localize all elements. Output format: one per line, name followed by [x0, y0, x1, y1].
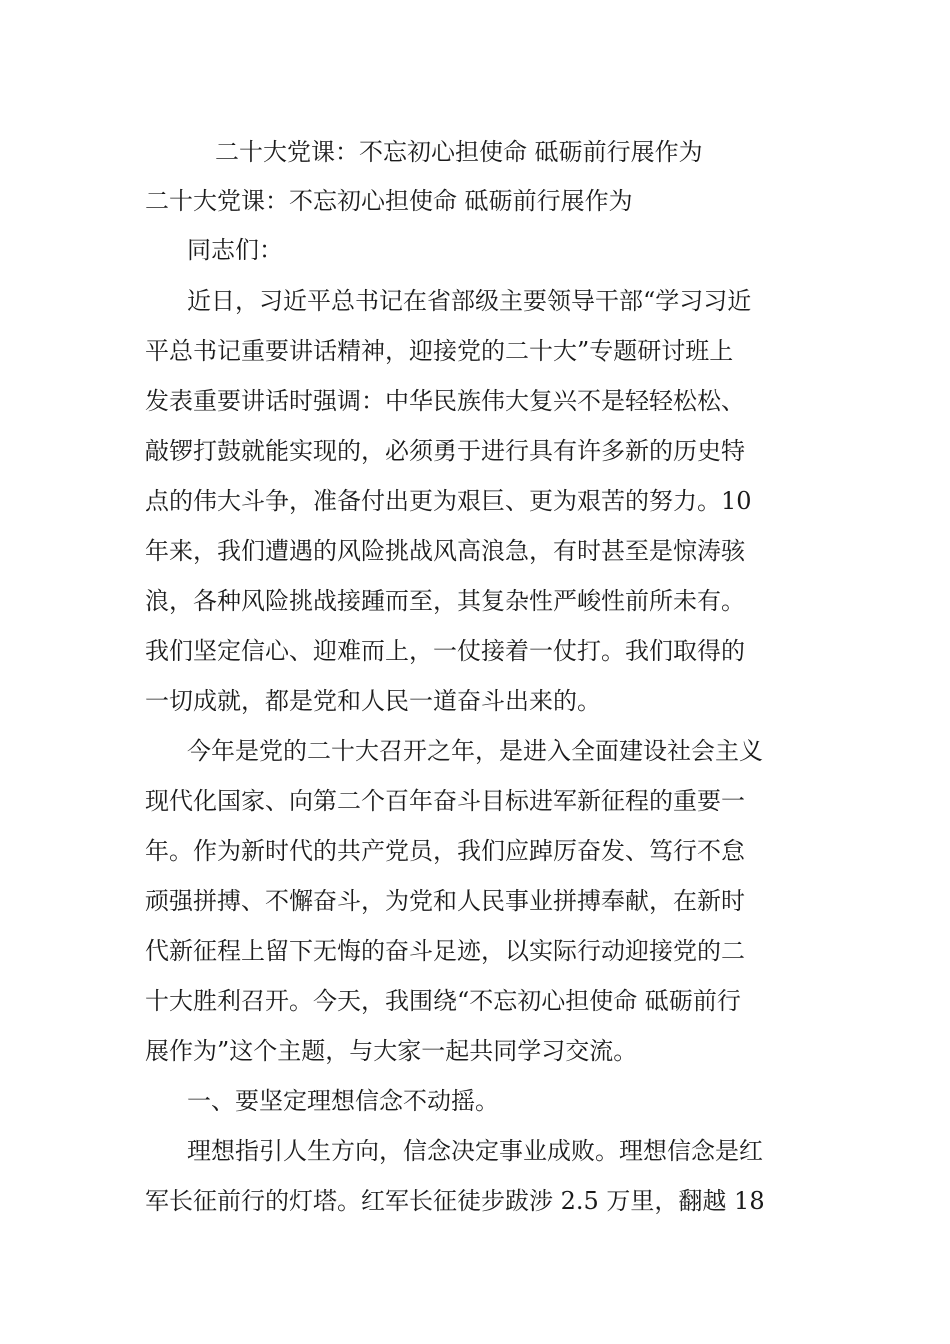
paragraph-line: 近日，习近平总书记在省部级主要领导干部“学习习近 — [187, 287, 752, 315]
paragraph-line: 年来，我们遭遇的风险挑战风高浪急，有时甚至是惊涛骇 — [145, 537, 745, 565]
paragraph-line: 年。作为新时代的共产党员，我们应踔厉奋发、笃行不怠 — [145, 837, 745, 865]
paragraph-line: 一切成就，都是党和人民一道奋斗出来的。 — [145, 687, 601, 715]
paragraph-line: 敲锣打鼓就能实现的，必须勇于进行具有许多新的历史特 — [145, 437, 745, 465]
salutation: 同志们： — [187, 236, 283, 264]
paragraph-line: 现代化国家、向第二个百年奋斗目标进军新征程的重要一 — [145, 787, 745, 815]
paragraph-line: 顽强拼搏、不懈奋斗，为党和人民事业拼搏奉献，在新时 — [145, 887, 745, 915]
paragraph-line: 点的伟大斗争，准备付出更为艰巨、更为艰苦的努力。10 — [145, 487, 752, 515]
paragraph-line: 我们坚定信心、迎难而上，一仗接着一仗打。我们取得的 — [145, 637, 745, 665]
paragraph-line: 浪，各种风险挑战接踵而至，其复杂性严峻性前所未有。 — [145, 587, 745, 615]
document-subtitle: 二十大党课：不忘初心担使命 砥砺前行展作为 — [145, 187, 633, 215]
section-heading: 一、要坚定理想信念不动摇。 — [187, 1087, 499, 1115]
paragraph-line: 十大胜利召开。今天，我围绕“不忘初心担使命 砥砺前行 — [145, 987, 741, 1015]
document-title: 二十大党课：不忘初心担使命 砥砺前行展作为 — [215, 138, 703, 166]
paragraph-line: 平总书记重要讲话精神，迎接党的二十大”专题研讨班上 — [145, 337, 734, 365]
paragraph-line: 今年是党的二十大召开之年，是进入全面建设社会主义 — [187, 737, 763, 765]
paragraph-line: 代新征程上留下无悔的奋斗足迹，以实际行动迎接党的二 — [145, 937, 745, 965]
paragraph-line: 展作为”这个主题，与大家一起共同学习交流。 — [145, 1037, 638, 1065]
paragraph-line: 理想指引人生方向，信念决定事业成败。理想信念是红 — [187, 1137, 763, 1165]
paragraph-line: 发表重要讲话时强调：中华民族伟大复兴不是轻轻松松、 — [145, 387, 745, 415]
paragraph-line: 军长征前行的灯塔。红军长征徒步跋涉 2.5 万里，翻越 18 — [145, 1187, 765, 1215]
